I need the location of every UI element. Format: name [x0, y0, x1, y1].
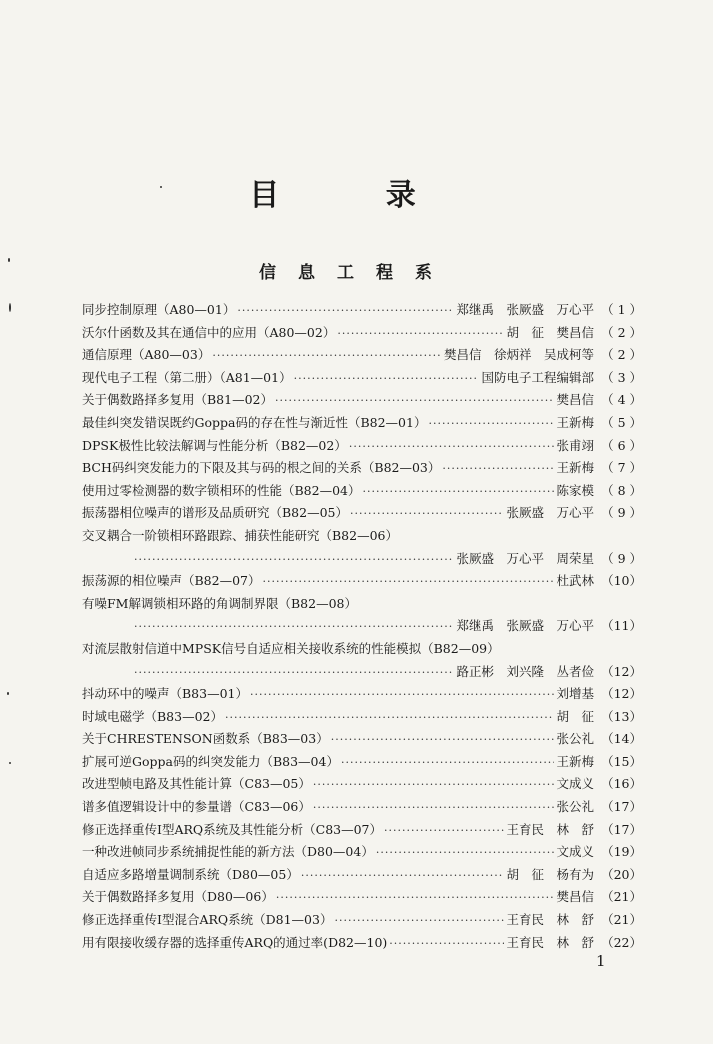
dot-leader	[428, 417, 554, 430]
entry-page: （ 4 ）	[601, 392, 642, 408]
entry-title: 时域电磁学（B83—02）	[82, 708, 223, 724]
toc-entry	[82, 503, 642, 526]
dot-leader	[349, 440, 555, 453]
entry-title: 交叉耦合一阶锁相环路跟踪、捕获性能研究（B82—06）	[82, 527, 398, 543]
entry-authors: 王新梅	[556, 414, 594, 430]
toc-entry	[82, 842, 642, 865]
entry-title: 关于CHRESTENSON函数系（B83—03）	[82, 731, 329, 747]
entry-authors: 陈家模	[556, 482, 594, 498]
toc-entry	[82, 390, 642, 413]
toc-entry	[82, 820, 642, 843]
entry-title: DPSK极性比较法解调与性能分析（B82—02）	[82, 437, 347, 453]
entry-page: （ 5 ）	[601, 414, 642, 430]
dot-leader	[313, 801, 555, 814]
entry-title: 一种改进帧同步系统捕捉性能的新方法（D80—04）	[82, 844, 374, 860]
toc-entry	[82, 413, 642, 436]
dot-leader	[337, 327, 504, 340]
scan-speck	[160, 186, 162, 188]
entry-title: 同步控制原理（A80—01）	[82, 302, 236, 317]
entry-title: 抖动环中的噪声（B83—01）	[82, 686, 248, 702]
dot-leader	[134, 666, 454, 679]
dot-leader	[225, 711, 554, 724]
section-heading: 信息工程系	[259, 263, 454, 283]
dot-leader	[250, 688, 554, 701]
toc-entry	[82, 662, 642, 685]
toc-entry	[82, 616, 642, 639]
dot-leader	[334, 914, 504, 927]
toc-entry	[82, 887, 642, 910]
entry-authors: 张甫翊	[556, 437, 594, 453]
entry-page: （21）	[601, 889, 642, 905]
toc-entry	[82, 933, 642, 956]
entry-authors: 杜武林	[556, 573, 594, 589]
entry-authors: 王新梅	[556, 753, 594, 769]
entry-page: （21）	[601, 912, 642, 928]
dot-leader	[276, 891, 555, 904]
entry-title: 改进型帧电路及其性能计算（C83—05）	[82, 776, 311, 792]
entry-authors: 胡 征	[556, 708, 594, 724]
entry-title: 有噪FM解调锁相环路的角调制界限（B82—08）	[82, 595, 357, 611]
page-number: 1	[596, 952, 606, 970]
toc-entry	[82, 549, 642, 572]
toc-entry	[82, 458, 642, 481]
entry-page: （ 2 ）	[601, 324, 642, 340]
entry-title: 现代电子工程（第二册）（A81—01）	[82, 369, 292, 385]
entry-page: （17）	[601, 799, 642, 815]
entry-title: 扩展可逆Goppa码的纠突发能力（B83—04）	[82, 753, 339, 769]
entry-title: 对流层散射信道中MPSK信号自适应相关接收系统的性能模拟（B82—09）	[82, 640, 500, 656]
scan-speck	[8, 258, 10, 262]
entry-authors: 郑继禹 张厥盛 万心平	[456, 302, 594, 317]
entry-authors: 樊昌信	[556, 392, 594, 408]
entry-page: （15）	[601, 753, 642, 769]
entry-page: （11）	[601, 618, 642, 634]
entry-title: 沃尔什函数及其在通信中的应用（A80—02）	[82, 324, 336, 340]
toc-entry	[82, 323, 642, 346]
page-title: 目 录	[249, 178, 464, 213]
dot-leader	[134, 620, 454, 633]
dot-leader	[341, 756, 555, 769]
entry-title: 最佳纠突发错误既约Goppa码的存在性与渐近性（B82—01）	[82, 414, 427, 430]
dot-leader	[134, 553, 454, 566]
entry-authors: 路正彬 刘兴隆 丛者俭	[456, 663, 594, 679]
entry-authors: 刘增基	[556, 686, 594, 702]
entry-authors: 王新梅	[556, 460, 594, 476]
entry-authors: 王育民 林 舒	[506, 821, 594, 837]
entry-page: （12）	[601, 663, 642, 679]
toc-entry	[82, 774, 642, 797]
dot-leader	[313, 778, 555, 791]
dot-leader	[275, 394, 554, 407]
entry-title: 振荡源的相位噪声（B82—07）	[82, 573, 261, 589]
dot-leader	[301, 869, 505, 882]
toc-entry	[82, 300, 642, 323]
entry-title: 通信原理（A80—03）	[82, 347, 211, 363]
entry-page: （ 6 ）	[601, 437, 642, 453]
dot-leader	[442, 462, 554, 475]
entry-page: （ 2 ）	[601, 347, 642, 363]
toc-entry	[82, 436, 642, 459]
entry-title: 关于偶数路择多复用（D80—06）	[82, 889, 274, 905]
toc-entry	[82, 910, 642, 933]
entry-authors: 樊昌信	[556, 889, 594, 905]
entry-page: （10）	[601, 573, 642, 589]
entry-page: （ 7 ）	[601, 460, 642, 476]
entry-authors: 张厥盛 万心平 周荣星	[456, 550, 594, 566]
toc-entry	[82, 729, 642, 752]
entry-page: （ 8 ）	[601, 482, 642, 498]
entry-authors: 张公礼	[556, 731, 594, 747]
toc-entry	[82, 865, 642, 888]
entry-authors: 张厥盛 万心平	[506, 505, 594, 521]
dot-leader	[263, 575, 555, 588]
toc-entry	[82, 752, 642, 775]
entry-title: 用有限接收缓存器的选择重传ARQ的通过率(D82—10)	[82, 934, 388, 950]
entry-authors: 张公礼	[556, 799, 594, 815]
toc-entry	[82, 571, 642, 594]
scan-speck	[7, 692, 9, 695]
toc-entry	[82, 707, 642, 730]
entry-authors: 胡 征 樊昌信	[506, 324, 594, 340]
toc-entry	[82, 368, 642, 391]
toc-entry	[82, 594, 642, 617]
entry-page: （17）	[601, 821, 642, 837]
dot-leader	[363, 485, 555, 498]
scan-speck	[9, 762, 11, 764]
entry-title: 修正选择重传Ⅰ型ARQ系统及其性能分析（C83—07）	[82, 821, 383, 837]
entry-page: （ 3 ）	[601, 369, 642, 385]
entry-authors: 王育民 林 舒	[506, 934, 594, 950]
dot-leader	[350, 507, 504, 520]
entry-authors: 樊昌信 徐炳祥 吴成柯等	[443, 347, 594, 363]
entry-title: 修正选择重传Ⅰ型混合ARQ系统（D81—03）	[82, 912, 333, 928]
entry-page: （16）	[601, 776, 642, 792]
entry-authors: 国防电子工程编辑部	[481, 369, 594, 385]
entry-title: 振荡器相位噪声的谱形及品质研究（B82—05）	[82, 505, 348, 521]
toc-entry	[82, 345, 642, 368]
entry-authors: 郑继禹 张厥盛 万心平	[456, 618, 594, 634]
entry-page: （12）	[601, 686, 642, 702]
scan-speck	[9, 303, 11, 312]
toc-entry	[82, 684, 642, 707]
toc-entry	[82, 797, 642, 820]
toc-entry	[82, 639, 642, 662]
entry-title: BCH码纠突发能力的下限及其与码的根之间的关系（B82—03）	[82, 460, 441, 476]
entry-page: （ 1 ）	[601, 302, 642, 317]
toc-entry	[82, 481, 642, 504]
entry-title: 使用过零检测器的数字锁相环的性能（B82—04）	[82, 482, 361, 498]
entry-authors: 文成义	[556, 844, 594, 860]
dot-leader	[212, 349, 442, 362]
dot-leader	[294, 372, 480, 385]
table-of-contents	[82, 300, 642, 955]
dot-leader	[389, 937, 504, 950]
entry-authors: 王育民 林 舒	[506, 912, 594, 928]
entry-page: （13）	[601, 708, 642, 724]
entry-page: （22）	[601, 934, 642, 950]
entry-title: 关于偶数路择多复用（B81—02）	[82, 392, 273, 408]
entry-page: （ 9 ）	[601, 550, 642, 566]
entry-page: （14）	[601, 731, 642, 747]
dot-leader	[384, 824, 504, 837]
dot-leader	[331, 733, 555, 746]
entry-title: 谱多值逻辑设计中的参量谱（C83—06）	[82, 799, 311, 815]
entry-title: 自适应多路增量调制系统（D80—05）	[82, 866, 299, 882]
dot-leader	[376, 846, 555, 859]
entry-page: （20）	[601, 866, 642, 882]
dot-leader	[237, 304, 454, 317]
entry-page: （ 9 ）	[601, 505, 642, 521]
toc-entry	[82, 526, 642, 549]
entry-authors: 文成义	[556, 776, 594, 792]
entry-authors: 胡 征 杨有为	[506, 866, 594, 882]
entry-page: （19）	[601, 844, 642, 860]
